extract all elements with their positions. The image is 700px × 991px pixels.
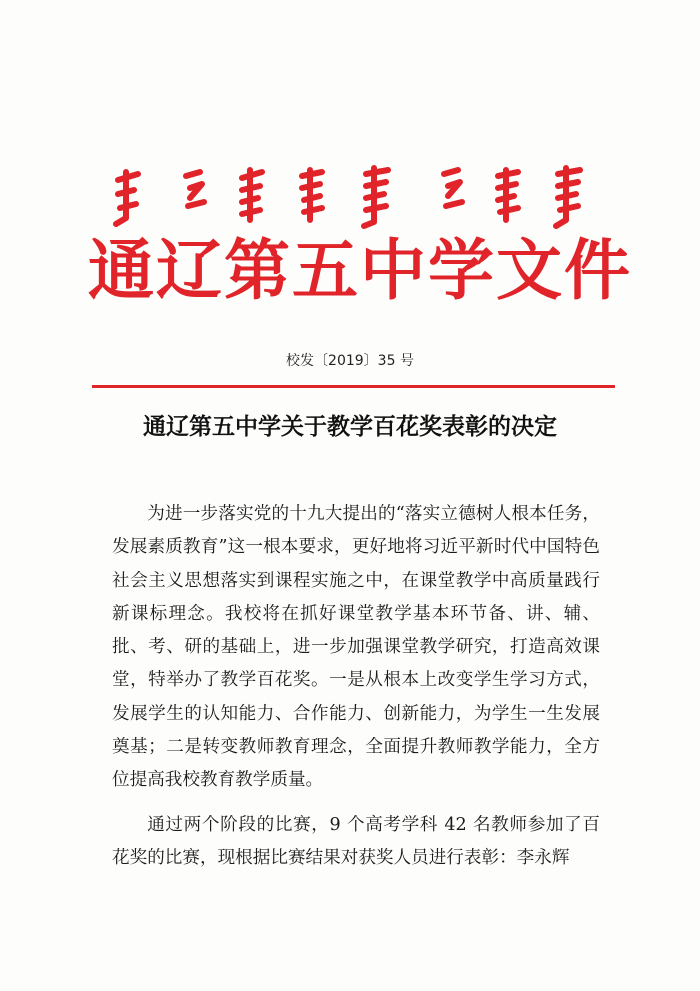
document-number: 校发〔2019〕35 号 (286, 353, 414, 369)
document-title: 通辽第五中学关于教学百花奖表彰的决定 (143, 413, 557, 440)
issuer-title: 通辽第五中学文件 (88, 231, 632, 309)
document-body (112, 498, 600, 886)
body-paragraph-2: 通过两个阶段的比赛，9 个高考学科 42 名教师参加了百花奖的比赛，现根据比赛结果对获奖人员进行表彰：李永辉 (112, 814, 600, 868)
body-paragraph-1: 为进一步落实党的十九大提出的“落实立德树人根本任务，发展素质教育”这一根本要求，更好地将习近平新时代中国特色社会主义思想落实到课程实施之中，在课堂教学中高质量践行新课标理念。我校将在抓好课堂教学基本环节备、讲、辅、批、考、研的基础上，进一步加强课堂教学研究，打造高效课堂，特举办了教学百花奖。一是从根本上改变学生学习方式，发展学生的认知能力、合作能力、创新能力，为学生一生发展奠基；二是转变教师教育理念，全面提升教师教学能力，全方位提高我校教育教学质量。 (112, 504, 600, 791)
mongolian-script-header (108, 160, 598, 230)
mongolian-script-logo (108, 160, 598, 230)
red-divider (92, 385, 615, 388)
